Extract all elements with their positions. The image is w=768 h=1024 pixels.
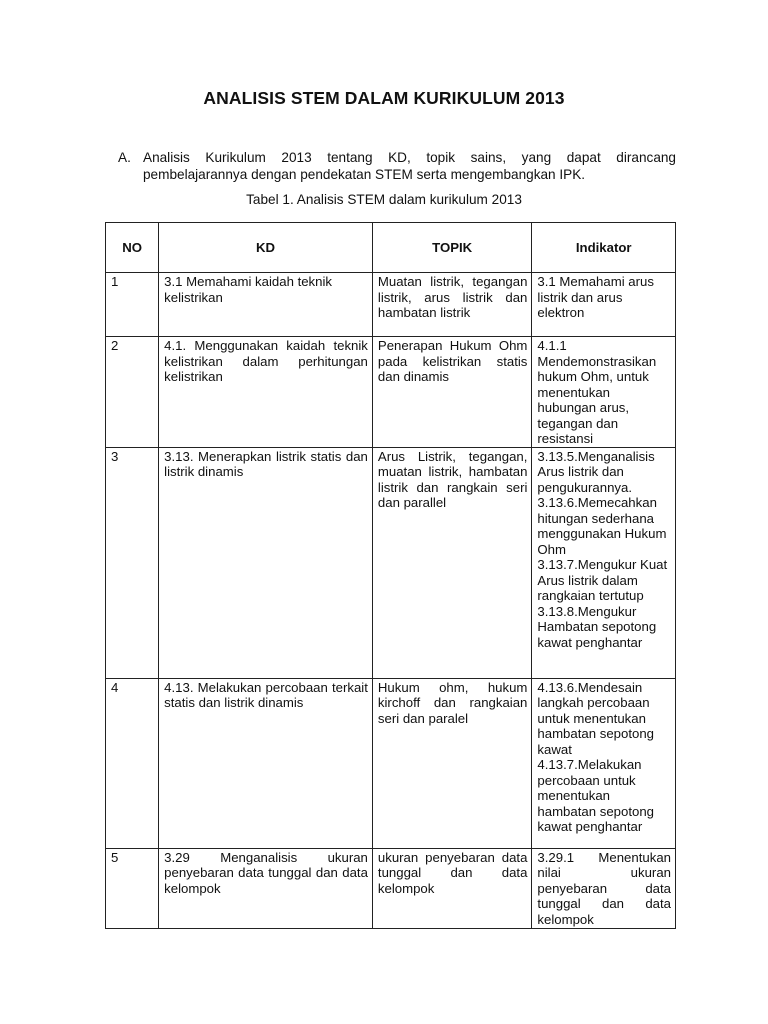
section-a [118, 149, 676, 183]
page-title: ANALISIS STEM DALAM KURIKULUM 2013 [203, 88, 565, 108]
indikator-item: 3.1 Memahami arus listrik dan arus elektron [537, 274, 654, 320]
header-no: NO [106, 223, 159, 273]
section-marker: A. [118, 150, 131, 165]
table-row [106, 678, 676, 848]
cell-topik: Muatan listrik, tegangan listrik, arus listrik dan hambatan listrik [372, 273, 532, 337]
indikator-item: 3.29.1 Menentukan nilai ukuran penyebaran data tunggal dan data kelompok [537, 849, 671, 927]
table-row [106, 273, 676, 337]
cell-no: 3 [106, 447, 159, 678]
stem-analysis-table [105, 222, 676, 929]
header-topik: TOPIK [372, 223, 532, 273]
cell-kd: 4.13. Melakukan percobaan terkait statis dan listrik dinamis [159, 678, 373, 848]
cell-no: 1 [106, 273, 159, 337]
cell-kd: 4.1. Menggunakan kaidah teknik kelistrikan dalam perhitungan kelistrikan [159, 337, 373, 448]
cell-indikator [532, 447, 676, 678]
table-caption: Tabel 1. Analisis STEM dalam kurikulum 2013 [246, 192, 522, 207]
cell-topik: Penerapan Hukum Ohm pada kelistrikan statis dan dinamis [372, 337, 532, 448]
indikator-item: 4.13.6.Mendesain langkah percobaan untuk menentukan hambatan sepotong kawat [537, 679, 654, 757]
cell-no: 4 [106, 678, 159, 848]
indikator-item: 4.13.7.Melakukan percobaan untuk menentukan hambatan sepotong kawat penghantar [537, 757, 654, 834]
indikator-item: 3.13.8.Mengukur Hambatan sepotong kawat penghantar [537, 603, 657, 650]
indikator-item: 3.13.5.Menganalisis Arus listrik dan pengukurannya. [537, 448, 655, 495]
cell-indikator [532, 337, 676, 448]
indikator-item: 3.13.7.Mengukur Kuat Arus listrik dalam rangkaian tertutup [537, 557, 668, 603]
cell-no: 5 [106, 848, 159, 928]
header-indikator: Indikator [532, 223, 676, 273]
cell-topik: Hukum ohm, hukum kirchoff dan rangkaian seri dan paralel [372, 678, 532, 848]
table-row [106, 848, 676, 928]
cell-kd: 3.1 Memahami kaidah teknik kelistrikan [159, 273, 373, 337]
cell-indikator [532, 273, 676, 337]
cell-topik: ukuran penyebaran data tunggal dan data kelompok [372, 848, 532, 928]
cell-indikator [532, 848, 676, 928]
cell-kd: 3.29 Menganalisis ukuran penyebaran data tunggal dan data kelompok [159, 848, 373, 928]
table-row [106, 447, 676, 678]
table-row [106, 337, 676, 448]
indikator-item: 3.13.6.Memecahkan hitungan sederhana menggunakan Hukum Ohm [537, 495, 667, 557]
table-header-row [106, 223, 676, 273]
cell-kd: 3.13. Menerapkan listrik statis dan listrik dinamis [159, 447, 373, 678]
indikator-item: 4.1.1 Mendemonstrasikan hukum Ohm, untuk menentukan hubungan arus, tegangan dan resistansi [537, 338, 657, 446]
section-text: Analisis Kurikulum 2013 tentang KD, topik sains, yang dapat dirancang pembelajarannya dengan pendekatan STEM serta mengembangkan IPK. [143, 150, 676, 182]
cell-topik: Arus Listrik, tegangan, muatan listrik, hambatan listrik dan rangkain seri dan parallel [372, 447, 532, 678]
cell-indikator [532, 678, 676, 848]
cell-no: 2 [106, 337, 159, 448]
header-kd: KD [159, 223, 373, 273]
